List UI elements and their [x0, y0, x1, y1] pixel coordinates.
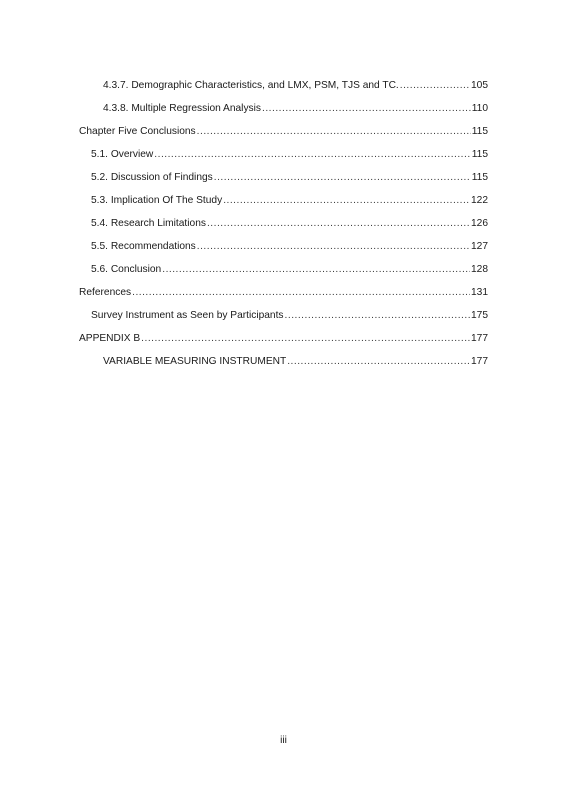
toc-entry[interactable]	[91, 194, 488, 208]
toc-entry-title: 5.3. Implication Of The Study	[91, 195, 223, 206]
toc-entry-title: Survey Instrument as Seen by Participants	[91, 310, 284, 321]
dot-leader	[197, 240, 470, 254]
toc-entry[interactable]	[103, 102, 488, 116]
dot-leader	[214, 171, 471, 185]
toc-entry[interactable]	[91, 240, 488, 254]
dot-leader	[287, 355, 470, 369]
toc-entry-page: 105	[471, 80, 488, 91]
toc-entry[interactable]	[103, 79, 488, 93]
toc-entry[interactable]	[79, 332, 488, 346]
toc-entry-page: 115	[471, 172, 488, 183]
toc-entry-page: 115	[471, 126, 488, 137]
toc-entry-title: References	[79, 287, 132, 298]
toc-entry-title: 5.1. Overview	[91, 149, 154, 160]
dot-leader	[132, 286, 470, 300]
page-number: iii	[280, 735, 287, 746]
dot-leader	[154, 148, 470, 162]
toc-entry-title: 5.2. Discussion of Findings	[91, 172, 213, 183]
toc-entry-title: 4.3.8. Multiple Regression Analysis	[103, 103, 261, 114]
dot-leader	[141, 332, 470, 346]
toc-entry[interactable]	[91, 171, 488, 185]
toc-entry[interactable]	[91, 148, 488, 162]
toc-entry-page: 128	[471, 264, 488, 275]
dot-leader	[197, 125, 471, 139]
toc-entry[interactable]	[91, 263, 488, 277]
toc-entry-page: 122	[471, 195, 488, 206]
toc-entry[interactable]	[103, 355, 488, 369]
toc-entry-title: 5.5. Recommendations	[91, 241, 196, 252]
toc-entry-page: 110	[471, 103, 488, 114]
toc-entry-page: 177	[471, 356, 488, 367]
toc-entry-page: 127	[471, 241, 488, 252]
toc-entry-title: 4.3.7. Demographic Characteristics, and LMX, PSM, TJS and TC.	[103, 80, 399, 91]
toc-entry-title: APPENDIX B	[79, 333, 141, 344]
toc-entry-page: 131	[471, 287, 488, 298]
toc-entry-title: VARIABLE MEASURING INSTRUMENT	[103, 356, 287, 367]
toc-entry-page: 115	[471, 149, 488, 160]
toc-entry[interactable]	[91, 309, 488, 323]
toc-entry-title: 5.4. Research Limitations	[91, 218, 206, 229]
dot-leader	[223, 194, 470, 208]
toc-entry[interactable]	[79, 125, 488, 139]
toc-entry[interactable]	[91, 217, 488, 231]
toc-entry-page: 177	[471, 333, 488, 344]
dot-leader	[262, 102, 471, 116]
dot-leader	[400, 79, 470, 93]
toc-entry-title: 5.6. Conclusion	[91, 264, 162, 275]
toc-entry-page: 126	[471, 218, 488, 229]
dot-leader	[207, 217, 470, 231]
toc-entry-title: Chapter Five Conclusions	[79, 126, 196, 137]
dot-leader	[285, 309, 470, 323]
toc-entry-page: 175	[471, 310, 488, 321]
toc-entry[interactable]	[79, 286, 488, 300]
dot-leader	[162, 263, 470, 277]
